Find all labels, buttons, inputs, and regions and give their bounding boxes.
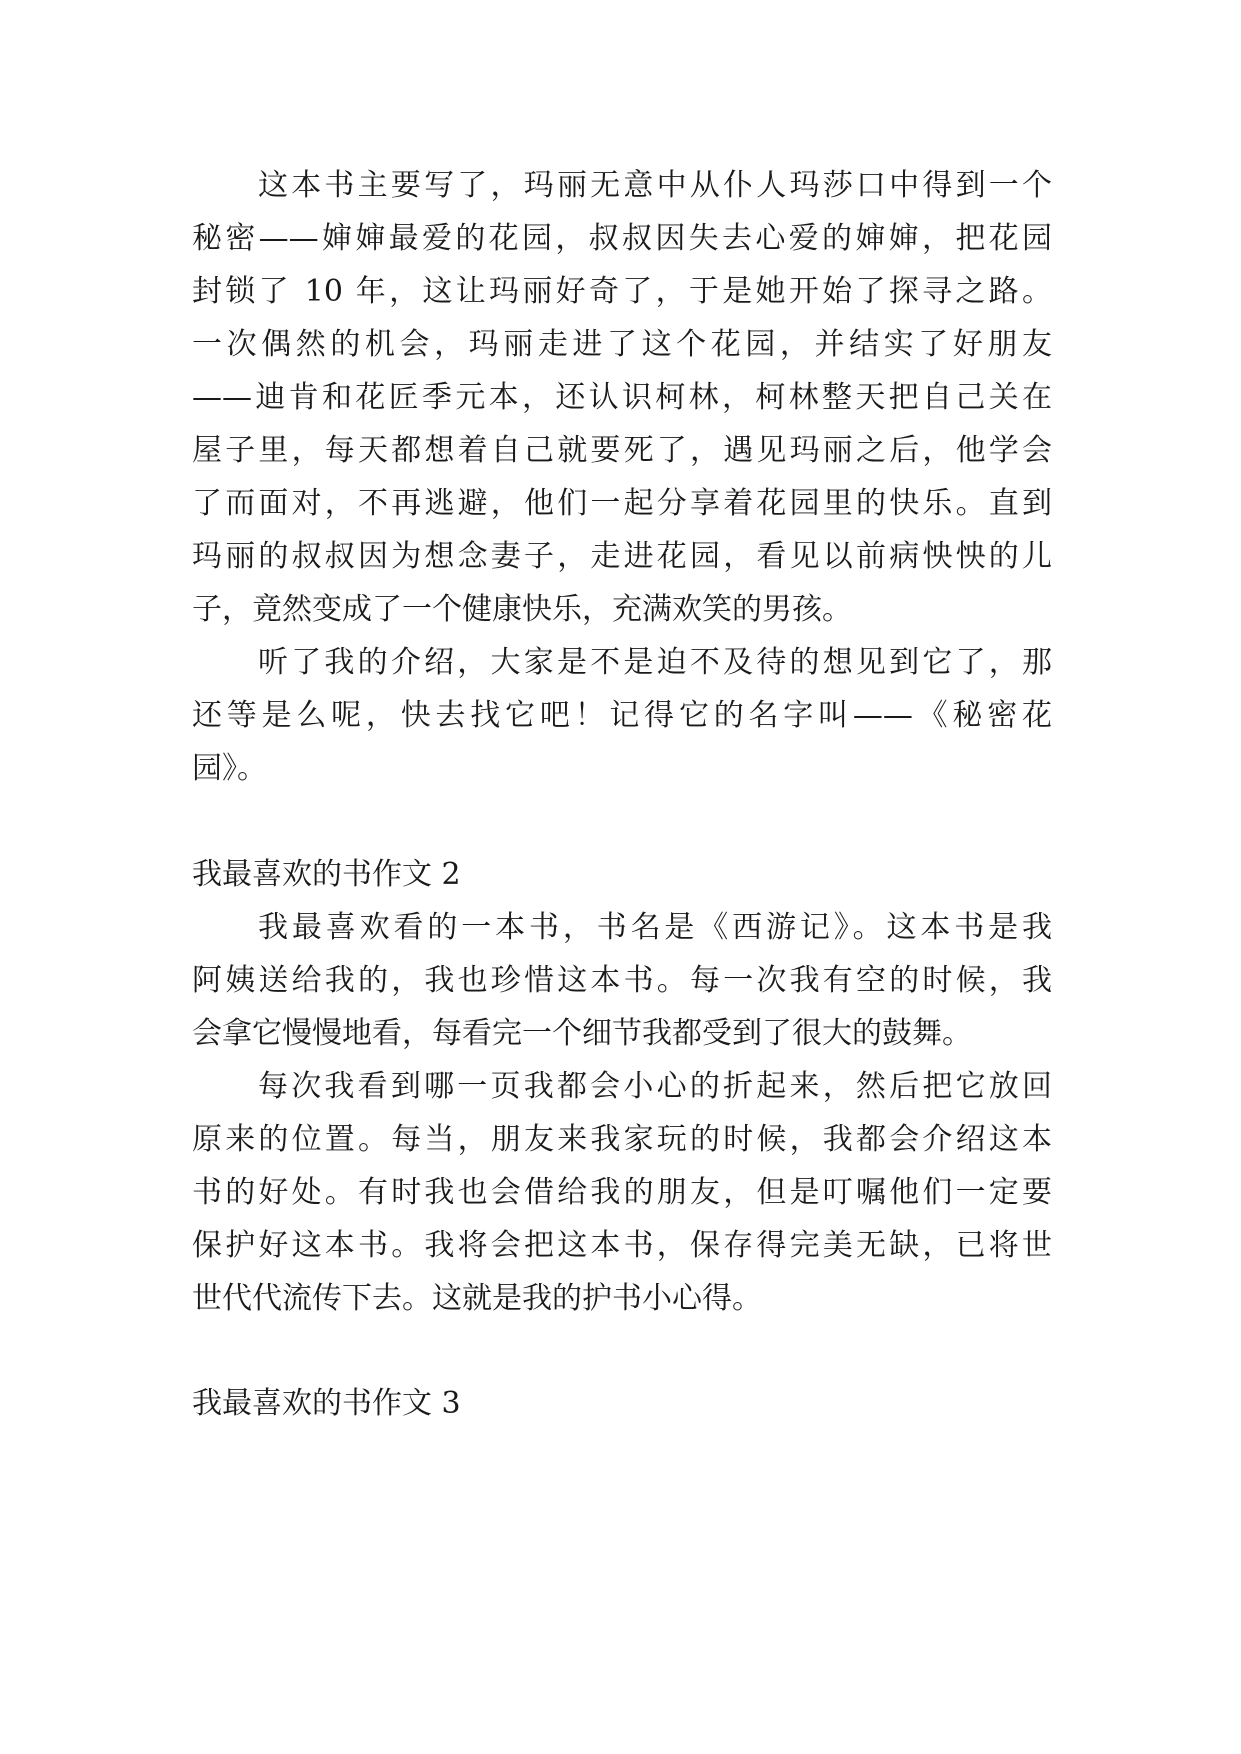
paragraph-line: 一次偶然的机会，玛丽走进了这个花园，并结实了好朋友 (192, 327, 1052, 362)
paragraph-line: 每次我看到哪一页我都会小心的折起来，然后把它放回 (258, 1069, 1052, 1104)
paragraph-line: 世代代流传下去。这就是我的护书小心得。 (192, 1281, 762, 1316)
paragraph-line: 保护好这本书。我将会把这本书，保存得完美无缺，已将世 (192, 1228, 1052, 1263)
paragraph-line: 阿姨送给我的，我也珍惜这本书。每一次我有空的时候，我 (192, 963, 1052, 998)
paragraph-line: ——迪肯和花匠季元本，还认识柯林，柯林整天把自己关在 (192, 380, 1052, 415)
paragraph-line: 秘密——婶婶最爱的花园，叔叔因失去心爱的婶婶，把花园 (192, 221, 1052, 256)
paragraph-line: 会拿它慢慢地看，每看完一个细节我都受到了很大的鼓舞。 (192, 1016, 972, 1051)
paragraph-line: 屋子里，每天都想着自己就要死了，遇见玛丽之后，他学会 (192, 433, 1052, 468)
section-heading: 我最喜欢的书作文 2 (192, 857, 461, 892)
paragraph-line: 听了我的介绍，大家是不是迫不及待的想见到它了，那 (258, 645, 1052, 680)
paragraph-line: 了而面对，不再逃避，他们一起分享着花园里的快乐。直到 (192, 486, 1052, 521)
paragraph-line: 园》。 (192, 751, 267, 786)
paragraph-line: 我最喜欢看的一本书，书名是《西游记》。这本书是我 (258, 910, 1052, 945)
paragraph-line: 这本书主要写了，玛丽无意中从仆人玛莎口中得到一个 (258, 168, 1052, 203)
paragraph-line: 还等是么呢，快去找它吧！记得它的名字叫——《秘密花 (192, 698, 1052, 733)
paragraph-line: 子，竟然变成了一个健康快乐，充满欢笑的男孩。 (192, 592, 852, 627)
paragraph-line: 原来的位置。每当，朋友来我家玩的时候，我都会介绍这本 (192, 1122, 1052, 1157)
paragraph-line: 封锁了 10 年，这让玛丽好奇了，于是她开始了探寻之路。 (192, 274, 1052, 309)
paragraph-line: 书的好处。有时我也会借给我的朋友，但是叮嘱他们一定要 (192, 1175, 1052, 1210)
paragraph-line: 玛丽的叔叔因为想念妻子，走进花园，看见以前病怏怏的儿 (192, 539, 1052, 574)
section-heading: 我最喜欢的书作文 3 (192, 1386, 461, 1421)
